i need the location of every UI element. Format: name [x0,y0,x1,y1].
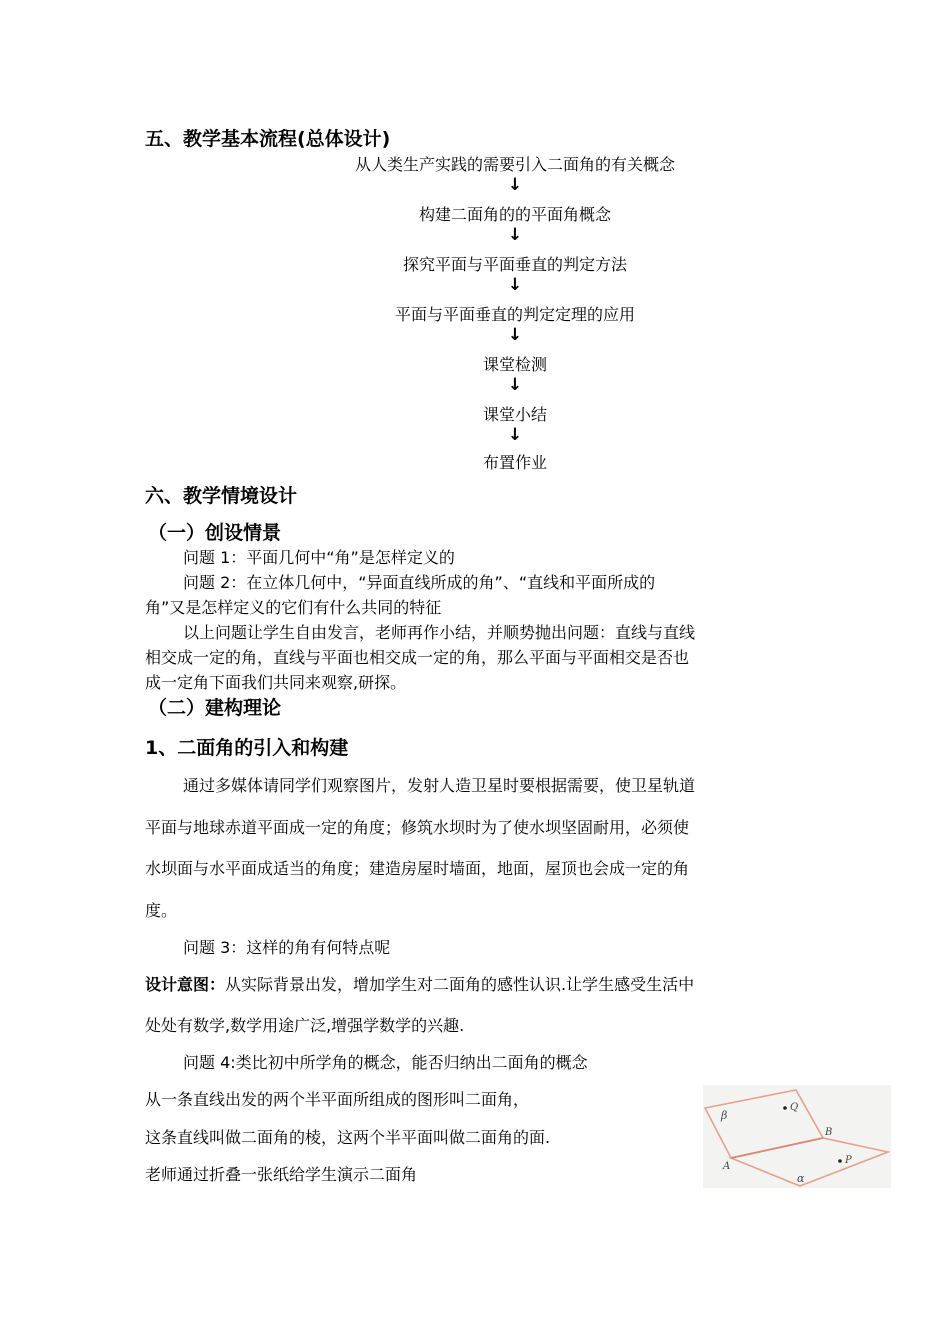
section-5-heading: 五、教学基本流程(总体设计) [145,128,391,150]
subsection-1-heading: （一）创设情景 [148,522,282,544]
design-intent-label: 设计意图： [145,975,226,994]
paragraph-1-line-1: 以上问题让学生自由发言，老师再作小结，并顺势抛出问题：直线与直线 [183,623,696,642]
subsection-2-heading: （二）建构理论 [148,697,282,719]
label-p: P [845,1155,852,1166]
paragraph-2-line-4: 度。 [145,901,178,920]
flow-step-7: 布置作业 [482,453,547,472]
paragraph-2-line-2: 平面与地球赤道平面成一定的角度；修筑水坝时为了使水坝坚固耐用，必须使 [145,818,690,837]
paragraph-2-line-3: 水坝面与水平面成适当的角度；建造房屋时墙面，地面，屋顶也会成一定的角 [145,859,690,878]
flow-step-3: 探究平面与平面垂直的判定方法 [402,255,627,274]
flow-step-1: 从人类生产实践的需要引入二面角的有关概念 [354,155,675,174]
paragraph-1-line-2: 相交成一定的角，直线与平面也相交成一定的角，那么平面与平面相交是否也 [145,648,690,667]
question-4: 问题 4:类比初中所学角的概念，能否归纳出二面角的概念 [183,1053,588,1072]
paragraph-2-line-1: 通过多媒体请同学们观察图片，发射人造卫星时要根据需要，使卫星轨道 [183,776,696,795]
flow-arrow-icon: ↓ [507,175,523,195]
paragraph-1-line-3: 成一定角下面我们共同来观察,研探。 [145,673,407,692]
definition-line-3: 老师通过折叠一张纸给学生演示二面角 [145,1165,418,1184]
question-1: 问题 1：平面几何中“角”是怎样定义的 [183,548,455,567]
flow-step-2: 构建二面角的的平面角概念 [418,205,611,224]
flow-arrow-icon: ↓ [507,275,523,295]
point-p [838,1159,842,1163]
flow-arrow-icon: ↓ [507,375,523,395]
flow-step-4: 平面与平面垂直的判定定理的应用 [394,305,635,324]
label-b: B [825,1127,833,1138]
part-1-heading: 1、二面角的引入和构建 [145,737,349,759]
label-alpha: α [797,1172,805,1185]
definition-line-1: 从一条直线出发的两个半平面所组成的图形叫二面角， [145,1090,530,1109]
flow-arrow-icon: ↓ [507,325,523,345]
label-q: Q [790,1102,799,1113]
design-intent-text: 从实际背景出发，增加学生对二面角的感性认识.让学生感受生活中 [225,975,695,994]
design-intent-line-1 [145,972,694,995]
definition-line-2: 这条直线叫做二面角的棱，这两个半平面叫做二面角的面. [145,1128,551,1147]
point-q [783,1106,787,1110]
label-a: A [723,1161,731,1172]
question-3: 问题 3：这样的角有何特点呢 [183,938,391,957]
question-2-line-1: 问题 2：在立体几何中，“异面直线所成的角”、“直线和平面所成的 [183,573,656,592]
section-6-heading: 六、教学情境设计 [145,485,298,507]
flow-arrow-icon: ↓ [507,225,523,245]
design-intent-line-2: 处处有数学,数学用途广泛,增强学数学的兴趣. [145,1016,465,1035]
flow-arrow-icon: ↓ [507,425,523,445]
dihedral-angle-figure [703,1085,891,1188]
flow-step-6: 课堂小结 [482,405,547,424]
flow-step-5: 课堂检测 [482,355,547,374]
label-beta: β [721,1109,728,1122]
question-2-line-2: 角”又是怎样定义的它们有什么共同的特征 [145,598,442,617]
dihedral-angle-diagram [703,1085,891,1188]
